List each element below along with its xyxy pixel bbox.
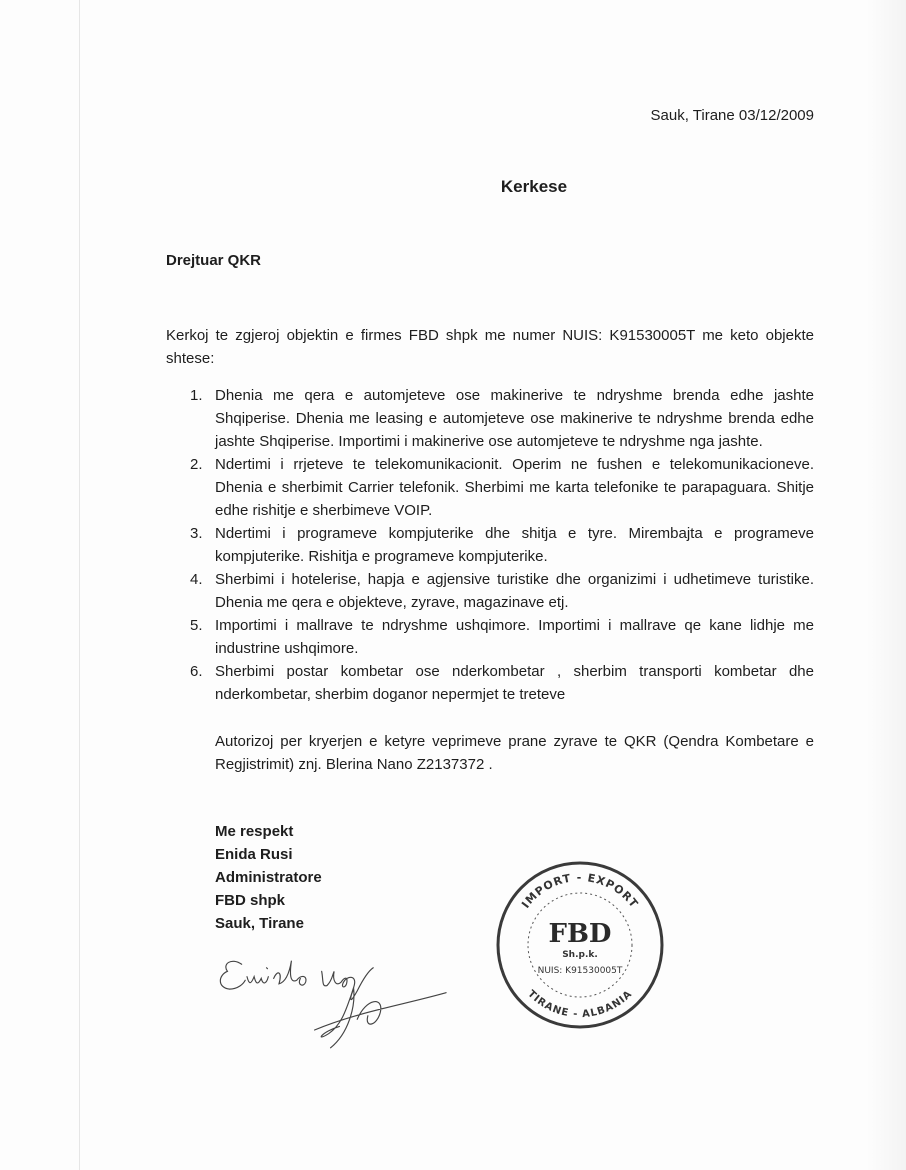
intro-line: shtese: (166, 350, 215, 367)
document-page (166, 0, 814, 1053)
closing-block (215, 820, 365, 935)
closing-line: Me respekt (215, 823, 294, 840)
list-item-line: Sherbimi postar kombetar ose nderkombetar , sherbim transporti kombetar dhe (215, 663, 814, 680)
list-item-line: kompjuterike. Rishitja e programeve kompjuterike. (215, 548, 548, 565)
list-item-line: Dhenia e sherbimit Carrier telefonik. Sherbimi me karta telefonike te parapaguara. (215, 479, 772, 496)
closing-area (215, 820, 814, 1053)
document-title: Kerkese (500, 177, 568, 196)
list-item-line: Shqiperise. Dhenia me leasing e automjeteve ose makinerive te ndryshme brenda edhe (215, 410, 814, 427)
closing-line: Administratore (215, 869, 322, 886)
svg-text:TIRANE - ALBANIA (525, 988, 634, 1020)
list-item-line: industrine ushqimore. (215, 640, 359, 657)
list-item (166, 568, 814, 614)
closing-column (215, 820, 455, 1053)
closing-line: Enida Rusi (215, 846, 293, 863)
list-item-number: 1. (190, 387, 203, 404)
stamp-top-text: IMPORT - EXPORT (519, 870, 641, 911)
list-item-number: 6. (190, 663, 203, 680)
addressee: Drejtuar QKR (166, 252, 262, 269)
list-item (166, 660, 814, 706)
list-item-number: 4. (190, 571, 203, 588)
svg-text:IMPORT - EXPORT (519, 871, 641, 911)
list-item-line: Importimi i mallrave te ndryshme ushqimore. Importimi i mallrave qe kane lidhje me (215, 617, 814, 634)
stamp-bottom-text: TIRANE - ALBANIA (525, 988, 635, 1021)
list-item-line: Shitje edhe rishitje e sherbimeve VOIP. (215, 479, 814, 519)
objects-list (166, 384, 814, 706)
list-item-number: 3. (190, 525, 203, 542)
list-item (166, 522, 814, 568)
list-item-line: Dhenia me qera e automjeteve ose makinerive te ndryshme brenda edhe jashte (215, 387, 814, 404)
list-item-line: nderkombetar, sherbim doganor nepermjet te treteve (215, 686, 566, 703)
list-item-line: jashte Shqiperise. Importimi i makinerive ose automjeteve te ndryshme nga jashte. (215, 433, 763, 450)
handwritten-signature (215, 943, 455, 1053)
closing-line: FBD shpk (215, 892, 286, 909)
list-item-line: Dhenia me qera e objekteve, zyrave, magazinave etj. (215, 594, 569, 611)
list-item-line: Ndertimi i programeve kompjuterike dhe shitja e tyre. Mirembajta e programeve (215, 525, 814, 542)
stamp-nuis: NUIS: K91530005T (537, 966, 623, 976)
authorization-paragraph (215, 730, 814, 776)
list-item (166, 384, 814, 453)
stamp-type: Sh.p.k. (562, 950, 598, 960)
stamp-name: FBD (548, 919, 612, 949)
list-item-line: Sherbimi i hotelerise, hapja e agjensive turistike dhe organizimi i udhetimeve turistike. (215, 571, 814, 588)
list-item (166, 453, 814, 522)
list-item-number: 5. (190, 617, 203, 634)
company-stamp (495, 860, 665, 1030)
authorization-line: Regjistrimit) znj. Blerina Nano Z2137372 . (215, 756, 493, 773)
intro-paragraph (166, 324, 814, 370)
closing-line: Sauk, Tirane (215, 915, 304, 932)
list-item (166, 614, 814, 660)
intro-line: Kerkoj te zgjeroj objektin e firmes FBD shpk me numer NUIS: K91530005T me keto objekte (166, 327, 814, 344)
authorization-line: Autorizoj per kryerjen e ketyre veprimeve prane zyrave te QKR (Qendra Kombetare e (215, 733, 814, 750)
date-line: Sauk, Tirane 03/12/2009 (650, 107, 814, 124)
list-item-number: 2. (190, 456, 203, 473)
list-item-line: Ndertimi i rrjeteve te telekomunikacionit. Operim ne fushen e telekomunikacioneve. (215, 456, 814, 473)
